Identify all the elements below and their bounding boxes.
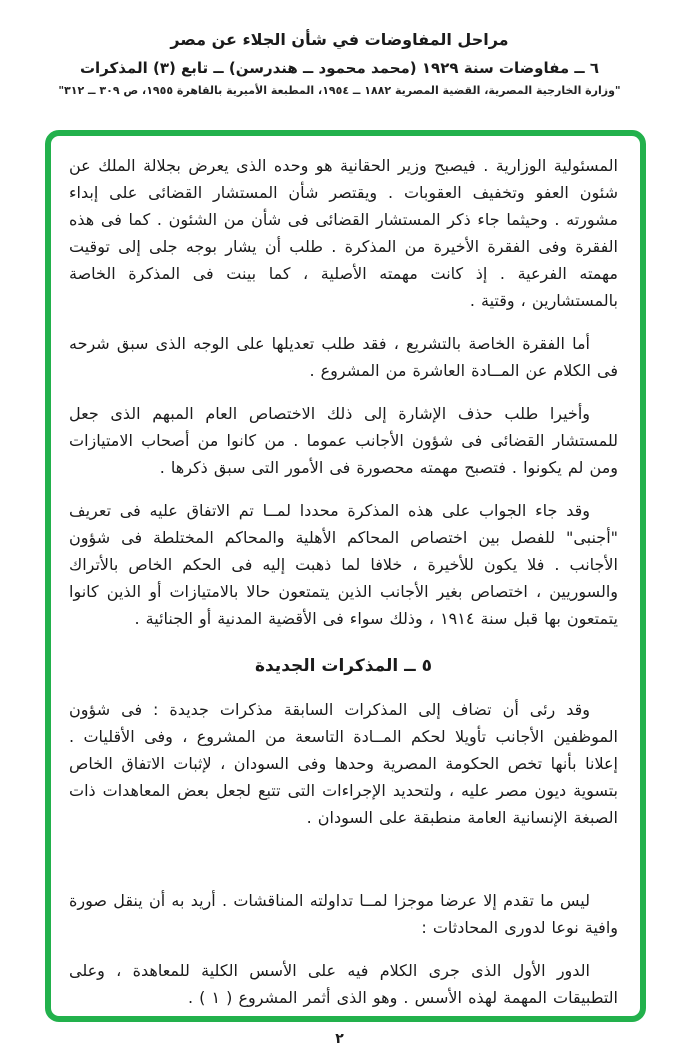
paragraph-added-memoranda: وقد رئى أن تضاف إلى المذكرات السابقة مذكرات جديدة : فى شؤون الموظفين الأجانب تأويلا لحكم المــادة التاسعة من المشروع ، وفى الأقليات . إعلانا بأنها تخص الحكومة المصرية وحدها وفى السودان ، لإثبات الاتفاق الخاص بتسوية ديون مصر عليه ، ولتحديد الإجراءات التى تتبع لجعل بعض المعاهدات ذات الصبغة الإنسانية العامة منطبقة على السودان . [69,700,618,827]
document-title: مراحل المفاوضات في شأن الجلاء عن مصر [170,30,509,49]
document-subtitle: ٦ ــ مفاوضات سنة ١٩٢٩ (محمد محمود ــ هندرسن) ــ تابع (٣) المذكرات [79,59,600,77]
paragraph-legislation-clause: أما الفقرة الخاصة بالتشريع ، فقد طلب تعديلها على الوجه الذى سبق شرحه فى الكلام عن المــادة العاشرة من المشروع . [69,334,618,380]
highlighted-text-frame [45,130,646,1022]
paragraph-delete-reference: وأخيرا طلب حذف الإشارة إلى ذلك الاختصاص العام المبهم الذى جعل للمستشار القضائى فى شؤون الأجانب عموما . من كانوا من أصحاب الامتيازات ومن لم يكونوا . فتصبح مهمته محصورة فى الأمور التى سبق ذكرها . [69,404,618,477]
document-header [0,0,679,97]
document-source-citation: "وزارة الخارجية المصرية، القضية المصرية ١٨٨٢ ــ ١٩٥٤، المطبعة الأميرية بالقاهرة ١٩٥٥، ص ٣٠٩ ــ ٣١٢" [58,84,621,97]
page-number: ٢ [335,1031,344,1047]
paragraph-ministerial-responsibility: المسئولية الوزارية . فيصبح وزير الحقانية هو وحده الذى يعرض بجلالة الملك عن شئون العفو وتخفيف العقوبات . ويقتصر شأن المستشار القضائى على إبداء مشورته . وحيثما جاء ذكر المستشار القضائى فى شأن من الشئون . كما فى هذه الفقرة وفى الفقرة الأخيرة من المذكرة . طلب أن يشار بوجه جلى إلى توقيت مهمته الفرعية . إذ كانت مهمته الأصلية ، كما بينت فى المذكرة الخاصة بالمستشارين ، وقتية . [69,156,618,310]
paragraph-summary-intro: ليس ما تقدم إلا عرضا موجزا لمــا تداولته المناقشات . أريد به أن ينقل صورة وافية نوعا لدورى المحادثات : [69,891,618,937]
paragraph-reply-memorandum: وقد جاء الجواب على هذه المذكرة محددا لمــا تم الاتفاق عليه فى تعريف "أجنبى" للفصل بين اختصاص المحاكم الأهلية والمحاكم المختلطة فى شؤون الأجانب . فلا يكون للأخيرة ، خلافا لما ذهبت إليه فى الحكم الخاص بالأتراك والسوريين ، اختصاص بغير الأجانب الذين يتمتعون حالا بالامتيازات أو الذين كانوا يتمتعون بها قبل سنة ١٩١٤ ، وذلك سواء فى الأقضية المدنية أو الجنائية . [69,501,618,628]
section-heading-new-memoranda: ٥ ــ المذكرات الجديدة [254,656,433,676]
paragraph-first-round: الدور الأول الذى جرى الكلام فيه على الأسس الكلية للمعاهدة ، وعلى التطبيقات المهمة لهذه الأسس . وهو الذى أثمر المشروع ( ١ ) . [69,961,618,1007]
